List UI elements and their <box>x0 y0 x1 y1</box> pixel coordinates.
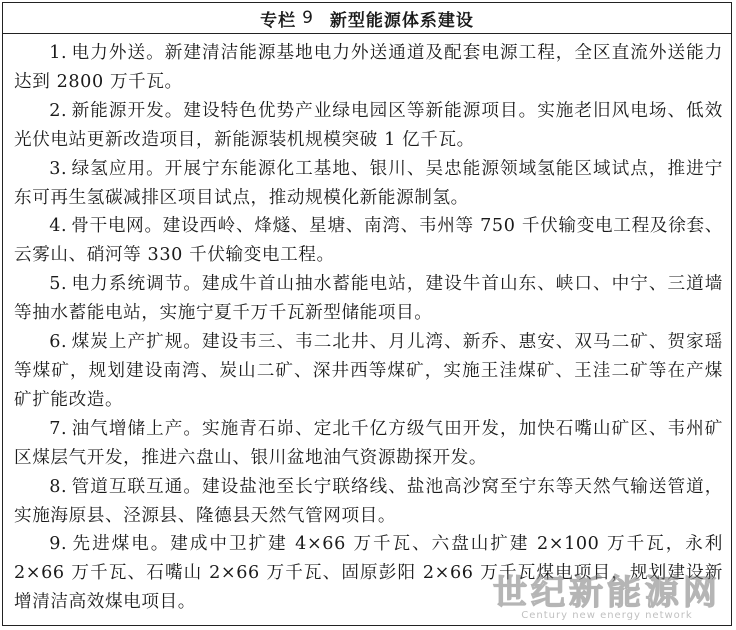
item-number: 1. <box>49 43 68 63</box>
item-number: 9. <box>49 534 68 555</box>
item-text: 先进煤电。建成中卫扩建 4×66 万千瓦、六盘山扩建 2×100 万千瓦，永利 2×66 万千瓦、石嘴山 2×66 万千瓦、固原彭阳 2×66 万千瓦煤电项目，规划建设新增清洁高效煤电项目。 <box>14 534 723 613</box>
item-number: 5. <box>49 274 68 295</box>
item-text: 骨干电网。建设西岭、烽燧、星塘、南湾、韦州等 750 千伏输变电工程及徐套、云雾山、硝河等 330 千伏输变电工程。 <box>14 216 723 266</box>
list-item <box>14 39 723 97</box>
column-title: 新型能源体系建设 <box>329 10 474 31</box>
item-text: 新能源开发。建设特色优势产业绿电园区等新能源项目。实施老旧风电场、低效光伏电站更新改造项目，新能源装机规模突破 1 亿千瓦。 <box>14 100 723 150</box>
item-number: 4. <box>49 216 68 237</box>
item-number: 3. <box>49 158 68 179</box>
item-text: 油气增储上产。实施青石峁、定北千亿方级气田开发，加快石嘴山矿区、韦州矿区煤层气开发，推进六盘山、银川盆地油气资源勘探开发。 <box>14 418 723 468</box>
column-number: 9 <box>302 8 314 28</box>
item-number: 2. <box>49 100 68 121</box>
item-text: 煤炭上产扩规。建设韦三、韦二北井、月儿湾、新乔、惠安、双马二矿、贺家瑶等煤矿，规划建设南湾、炭山二矿、深井西等煤矿，实施王洼煤矿、王洼二矿等在产煤矿扩能改造。 <box>14 332 723 410</box>
list-item <box>14 270 723 328</box>
item-text: 管道互联互通。建设盐池至长宁联络线、盐池高沙窝至宁东等天然气输送管道，实施海原县、泾源县、隆德县天然气管网项目。 <box>14 476 723 526</box>
column-header <box>3 3 731 34</box>
item-text: 电力外送。新建清洁能源基地电力外送通道及配套电源工程，全区直流外送能力达到 2800 万千瓦。 <box>14 43 723 92</box>
watermark-sub: Century new energy network <box>521 610 693 621</box>
list-item <box>14 97 723 155</box>
item-number: 8. <box>49 476 68 497</box>
item-text: 绿氢应用。开展宁东能源化工基地、银川、吴忠能源领域氢能区域试点，推进宁东可再生氢碳减排区项目试点，推动规模化新能源制氢。 <box>14 158 723 208</box>
item-number: 6. <box>49 332 68 353</box>
item-text: 电力系统调节。建成牛首山抽水蓄能电站，建设牛首山东、峡口、中宁、三道墙等抽水蓄能电站，实施宁夏千万千瓦新型储能项目。 <box>14 274 723 324</box>
list-item <box>14 328 723 415</box>
column-body <box>3 34 731 617</box>
column-box <box>2 2 732 626</box>
list-item <box>14 415 723 473</box>
list-item <box>14 473 723 531</box>
item-number: 7. <box>49 418 68 439</box>
list-item <box>14 155 723 213</box>
list-item <box>14 212 723 270</box>
list-item <box>14 530 723 617</box>
watermark-main: 世纪新能源网 <box>493 573 721 613</box>
column-label: 专栏 <box>260 10 297 31</box>
